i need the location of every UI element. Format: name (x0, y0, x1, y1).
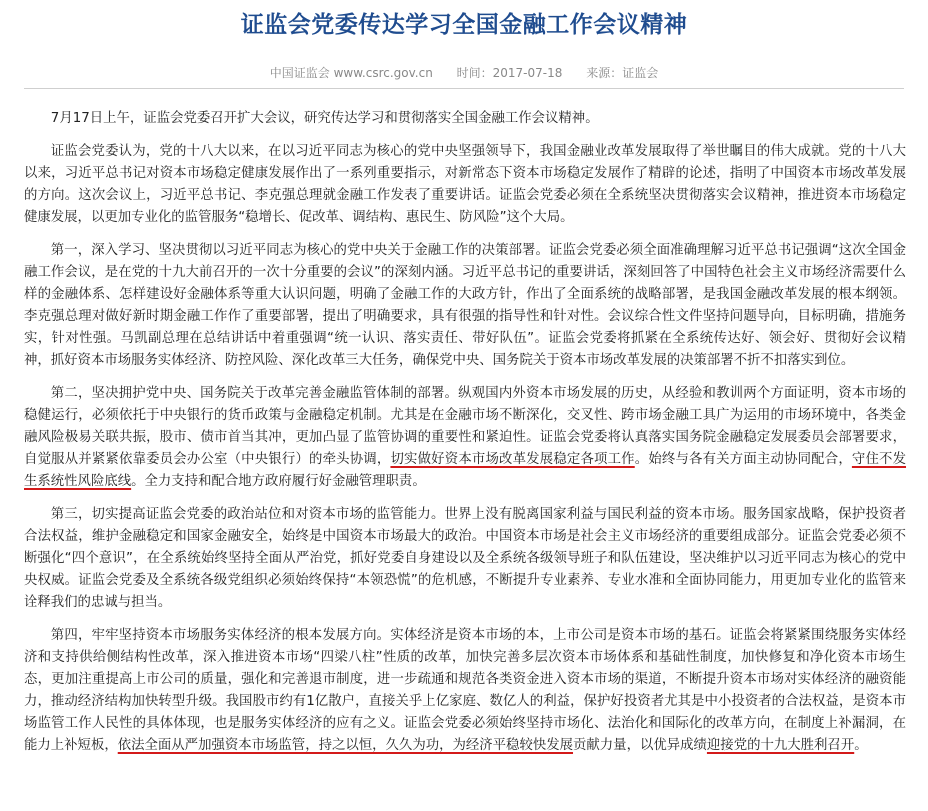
underlined-phrase: 迎接党的十九大胜利召开 (706, 738, 855, 753)
source-site: 中国证监会 www.csrc.gov.cn (269, 66, 433, 80)
paragraph-second-text: 。全力支持和配合地方政府履行好金融管理职责。 (131, 474, 426, 489)
paragraph-intro: 7月17日上午，证监会党委召开扩大会议，研究传达学习和贯彻落实全国金融工作会议精神。 (50, 111, 599, 126)
article-body (24, 108, 906, 767)
paragraph-second-text: 第二，坚决拥护党中央、国务院关于改革完善金融监管体制的部署。纵观国内外资本市场发展的历史，从经验和教训两个方面证明，资本市场的稳健运行，必须依托于中央银行的货币政策与金融稳定机制。尤其是在金融市场不断深化，交叉性、跨市场金融工具广为运用的市场环境中，各类金融风险极易关联共振，股市、债市首当其冲，更加凸显了监管协调的重要性和紧迫性。证监会党委将认真落实国务院金融稳定发展委员会部署要求，自觉服从并紧紧依靠委员会办公室（中央银行）的牵头协调， (24, 386, 906, 467)
publish-time: 时间：2017-07-18 (456, 66, 563, 80)
title-divider (24, 88, 904, 89)
article-title: 证监会党委传达学习全国金融工作会议精神 (240, 12, 688, 38)
paragraph-second-text: 。始终与各有关方面主动协同配合， (634, 452, 852, 467)
paragraph-fourth-text: 。 (854, 738, 868, 753)
article-origin: 来源：证监会 (586, 66, 659, 80)
paragraph-second (24, 383, 906, 493)
article-meta (0, 64, 928, 81)
paragraph-fourth-text: 贡献力量，以优异成绩 (573, 738, 707, 753)
paragraph-fourth-text: 第四，牢牢坚持资本市场服务实体经济的根本发展方向。实体经济是资本市场的本，上市公司是资本市场的基石。证监会将紧紧围绕服务实体经济和支持供给侧结构性改革，深入推进资本市场“四梁八柱”性质的改革，加快完善多层次资本市场体系和基础性制度，加快修复和净化资本市场生态，更加注重提高上市公司的质量，强化和完善退市制度，进一步疏通和规范各类资金进入资本市场的渠道，不断提升资本市场对实体经济的融资能力，推动经济结构加快转型升级。我国股市约有1亿散户，直接关乎上亿家庭、数亿人的利益，保护好投资者尤其是中小投资者的合法权益，是资本市场监管工作人民性的具体体现，也是服务实体经济的应有之义。证监会党委必须始终坚持市场化、法治化和国际化的改革方向，在制度上补漏洞，在能力上补短板， (24, 628, 906, 753)
underlined-phrase: 依法全面从严加强资本市场监管，持之以恒，久久为功，为经济平稳较快发展 (117, 738, 574, 753)
underlined-phrase: 守住不发生系统性风险底线 (24, 452, 907, 489)
underlined-phrase: 切实做好资本市场改革发展稳定各项工作 (390, 452, 635, 467)
paragraph-first: 第一，深入学习、坚决贯彻以习近平同志为核心的党中央关于金融工作的决策部署。证监会党委必须全面准确理解习近平总书记强调“这次全国金融工作会议，是在党的十九大前召开的一次十分重要的会议”的深刻内涵。习近平总书记的重要讲话，深刻回答了中国特色社会主义市场经济需要什么样的金融体系、怎样建设好金融体系等重大认识问题，明确了金融工作的大政方针，作出了全面系统的战略部署，是我国金融改革发展的根本纲领。李克强总理对做好新时期金融工作作了重要部署，提出了明确要求，具有很强的指导性和针对性。会议综合性文件坚持问题导向，目标明确，措施务实，针对性强。马凯副总理在总结讲话中着重强调“统一认识、落实责任、带好队伍”。证监会党委将抓紧在全系统传达好、领会好、贯彻好会议精神，抓好资本市场服务实体经济、防控风险、深化改革三大任务，确保党中央、国务院关于资本市场改革发展的决策部署不折不扣落实到位。 (24, 243, 906, 368)
paragraph-overview: 证监会党委认为，党的十八大以来，在以习近平同志为核心的党中央坚强领导下，我国金融业改革发展取得了举世瞩目的伟大成就。党的十八大以来，习近平总书记对资本市场稳定健康发展作出了一系列重要指示，对新常态下资本市场稳定发展作了精辟的论述，指明了中国资本市场改革发展的方向。这次会议上，习近平总书记、李克强总理就金融工作发表了重要讲话。证监会党委必须在全系统坚决贯彻落实会议精神，推进资本市场稳定健康发展，以更加专业化的监管服务“稳增长、促改革、调结构、惠民生、防风险”这个大局。 (24, 144, 906, 225)
paragraph-third: 第三，切实提高证监会党委的政治站位和对资本市场的监管能力。世界上没有脱离国家利益与国民利益的资本市场。服务国家战略，保护投资者合法权益，维护金融稳定和国家金融安全，始终是中国资本市场最大的政治。中国资本市场是社会主义市场经济的重要组成部分。证监会党委必须不断强化“四个意识”，在全系统始终坚持全面从严治党，抓好党委自身建设以及全系统各级领导班子和队伍建设，坚决维护以习近平同志为核心的党中央权威。证监会党委及全系统各级党组织必须始终保持“本领恐慌”的危机感，不断提升专业素养、专业水准和全面协同能力，用更加专业化的监管来诠释我们的忠诚与担当。 (24, 507, 906, 610)
paragraph-fourth (24, 625, 906, 757)
